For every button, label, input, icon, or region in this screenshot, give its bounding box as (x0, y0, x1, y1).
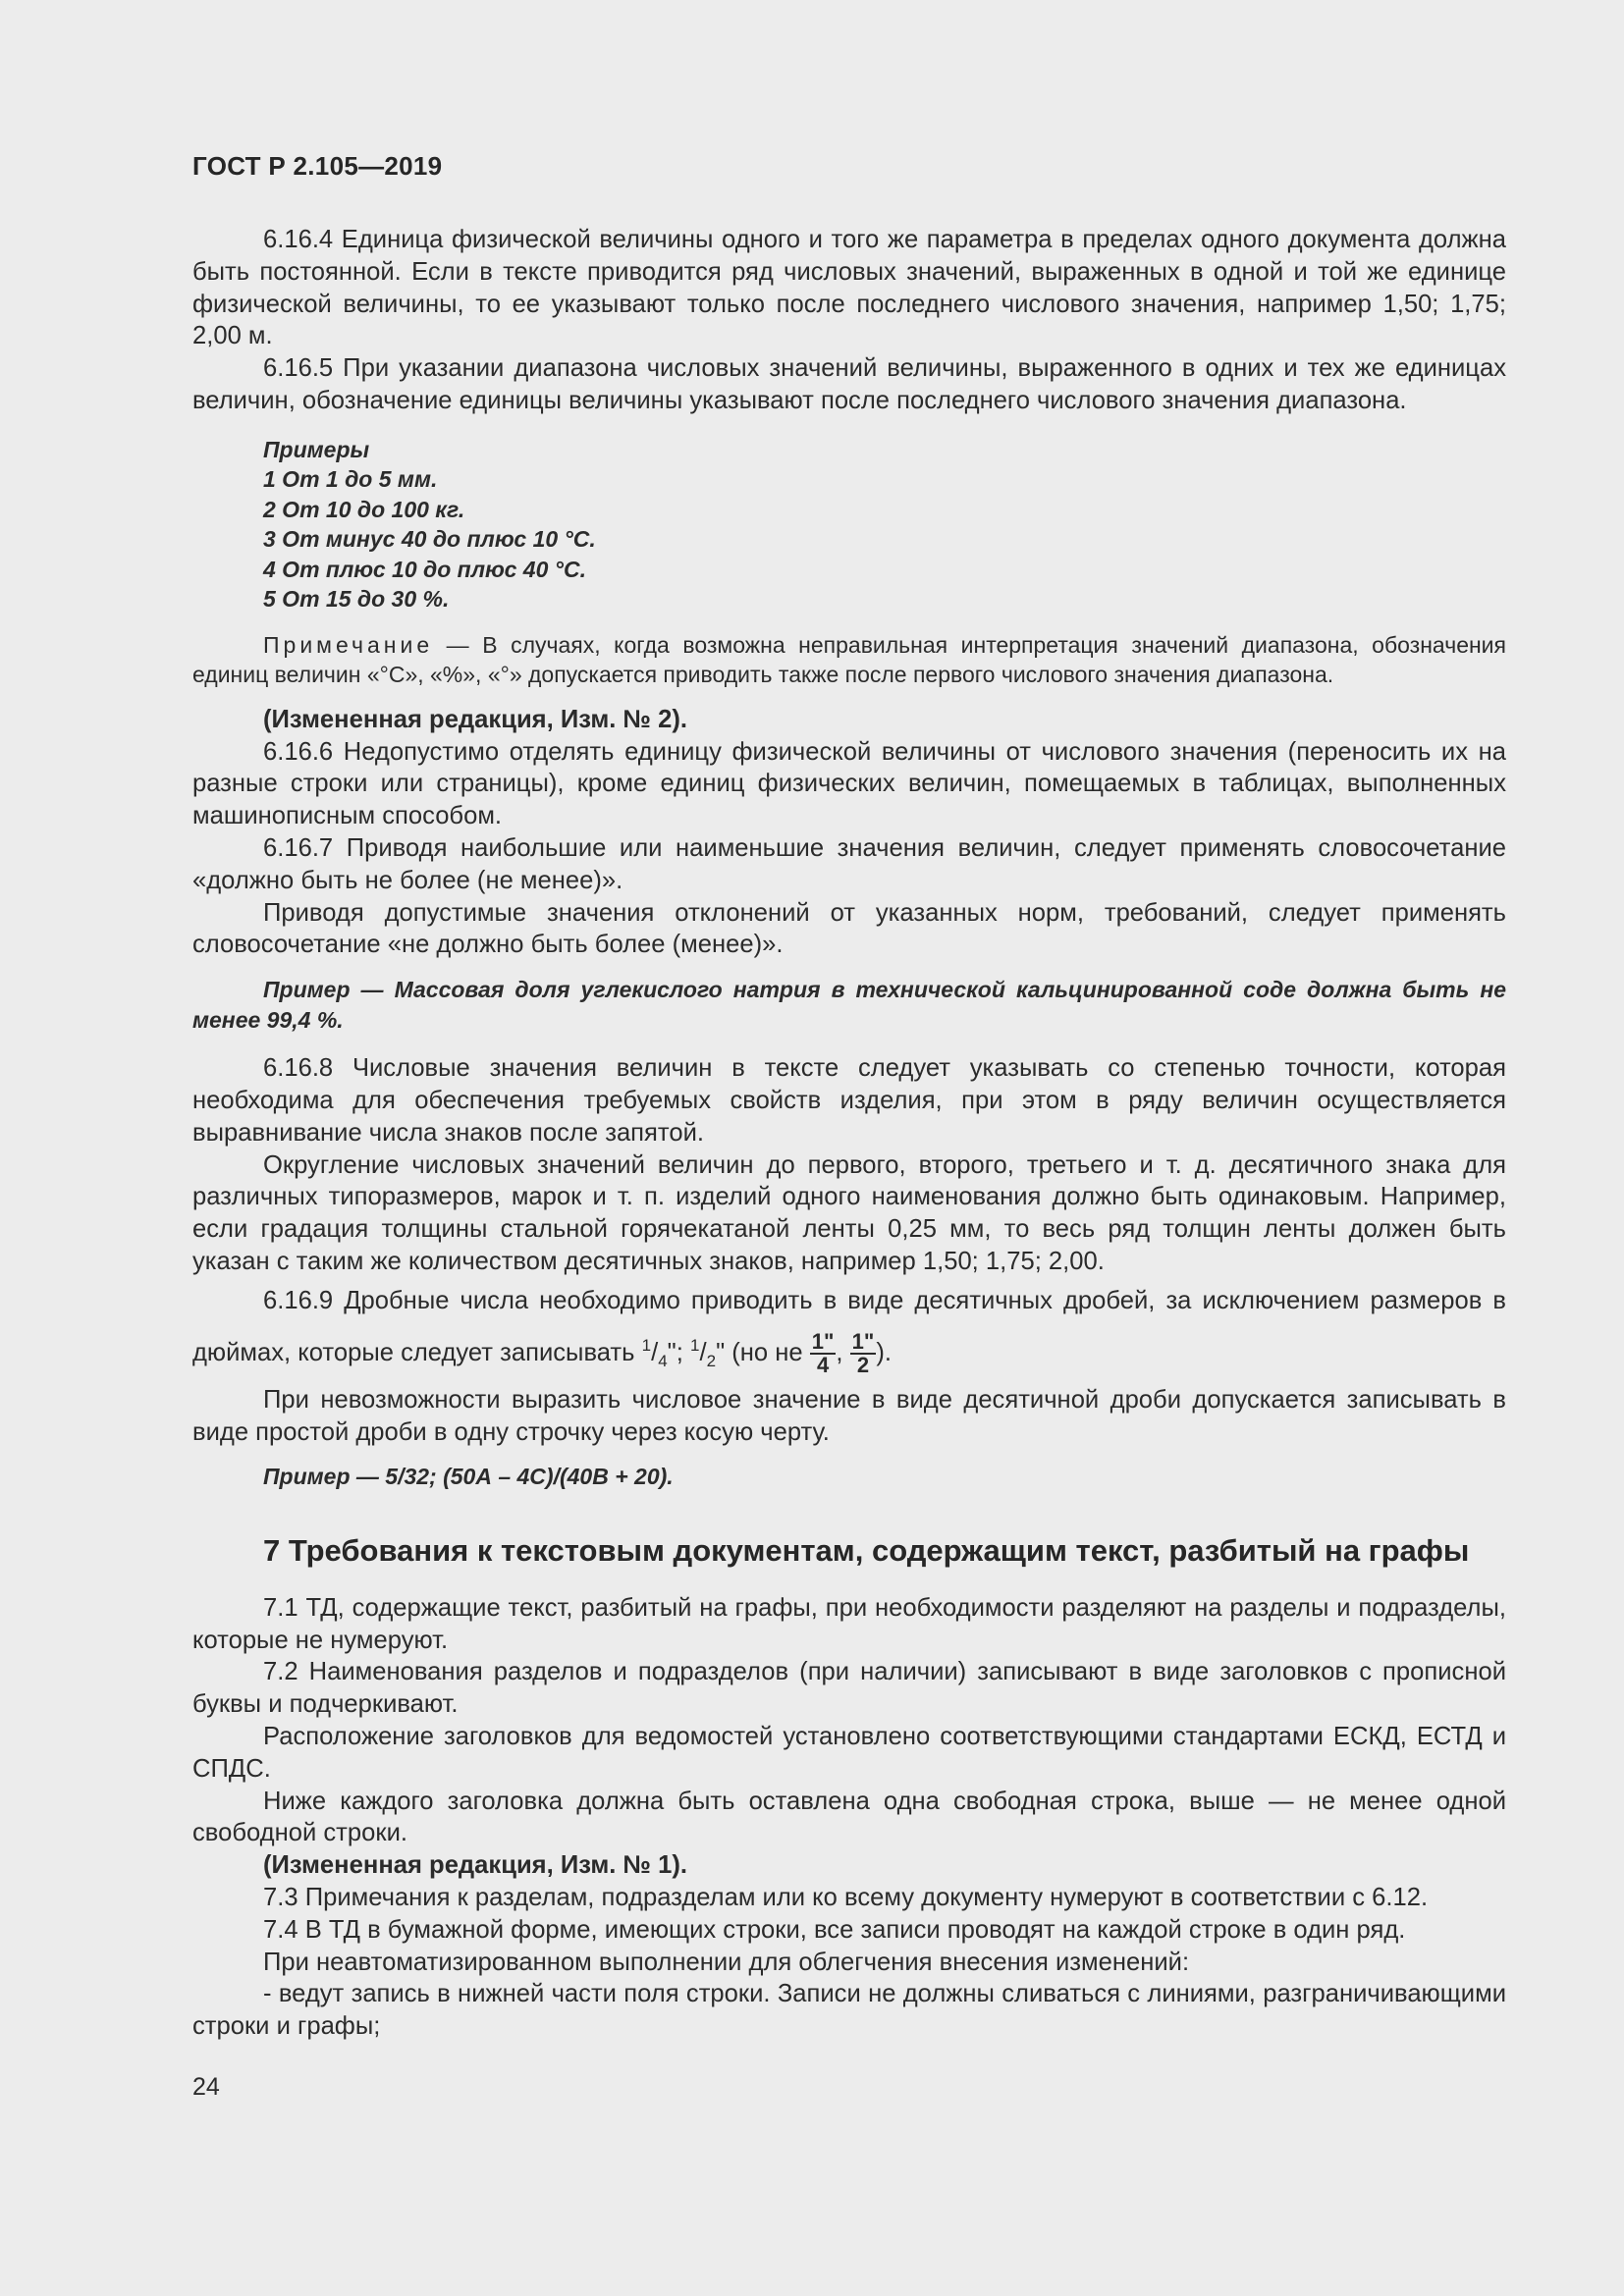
paragraph-6-16-8: 6.16.8 Числовые значения величин в тексте следует указывать со степенью точности, которая необходима для обеспечения требуемых свойств изделия, при этом в ряду величин осуществляется выравнивание числа знаков после запятой. (192, 1054, 1506, 1147)
example-item: 5 От 15 до 30 %. (263, 586, 450, 613)
amendment-1: (Измененная редакция, Изм. № 1). (263, 1851, 687, 1880)
example-item: 1 От 1 до 5 мм. (263, 466, 438, 493)
example-fraction: Пример — 5/32; (50А – 4С)/(40В + 20). (263, 1464, 674, 1490)
but-not-text: (но не (725, 1338, 810, 1366)
paragraph-6-16-4: 6.16.4 Единица физической величины одного и того же параметра в пределах одного документа должна быть постоянной. Если в тексте приводится ряд числовых значений, выраженных в одной и той же единице физической величины, то ее указывают только после последнего числового значения, например 1,50; 1,75; 2,00 м. (192, 226, 1506, 350)
stacked-fraction-numerator: 1" (851, 1328, 875, 1354)
comma: , (836, 1338, 843, 1366)
inch-mark: " (667, 1338, 677, 1366)
examples-title: Примеры (263, 436, 370, 462)
document-header: ГОСТ Р 2.105—2019 (192, 151, 443, 181)
paragraph-7-2: 7.2 Наименования разделов и подразделов (при наличии) записывают в виде заголовков с прописной буквы и подчеркивают. (192, 1658, 1506, 1719)
inch-mark: " (716, 1338, 726, 1366)
example-item: 2 От 10 до 100 кг. (263, 496, 465, 522)
paragraph-6-16-7b: Приводя допустимые значения отклонений от указанных норм, требований, следует применять словосочетание «не должно быть более (менее)». (192, 898, 1506, 959)
paragraph-7-4c: - ведут запись в нижней части поля строки. Записи не должны сливаться с линиями, разграничивающими строки и графы; (192, 1980, 1506, 2041)
paragraph-7-3: 7.3 Примечания к разделам, подразделам или ко всему документу нумеруют в соответствии с 6.12. (263, 1884, 1429, 1911)
note-label: Примечание (263, 631, 434, 658)
paragraph-7-4b: При неавтоматизированном выполнении для облегчения внесения изменений: (263, 1948, 1190, 1976)
stacked-fraction-denominator: 4 (816, 1352, 830, 1377)
paragraph-6-16-6: 6.16.6 Недопустимо отделять единицу физической величины от числового значения (переносить их на разные строки или страницы), кроме единиц физических величин, помещаемых в таблицах, выполненных машинописным способом. (192, 737, 1506, 830)
stacked-fraction (810, 1328, 837, 1377)
amendment-2: (Измененная редакция, Изм. № 2). (263, 705, 687, 733)
examples-block (192, 435, 1506, 614)
note-paragraph (192, 630, 1506, 690)
page-number: 24 (192, 2073, 220, 2101)
fraction-numerator: 1 (641, 1335, 652, 1355)
paragraph-6-16-5: 6.16.5 При указании диапазона числовых значений величины, выраженного в одних и тех же единицах величин, обозначение единицы величины указывают после последнего числового значения диапазона. (192, 354, 1506, 414)
note-text: — В случаях, когда возможна неправильная интерпретация значений диапазона, обозначения единиц величин «°С», «%», «°» допускается приводить также после первого числового значения диапазона. (192, 631, 1506, 688)
closing-paren: ). (876, 1338, 892, 1366)
example-soda: Пример — Массовая доля углекислого натрия в технической кальцинированной соде должна быть не менее 99,4 %. (192, 977, 1506, 1033)
paragraph-7-2b: Расположение заголовков для ведомостей установлено соответствующими стандартами ЕСКД, ЕСТД и СПДС. (192, 1723, 1506, 1783)
fraction-numerator: 1 (690, 1335, 700, 1355)
paragraph-6-16-8b: Округление числовых значений величин до первого, второго, третьего и т. д. десятичного знака для различных типоразмеров, марок и т. п. изделий одного наименования должно быть одинаковым. Например, если градация толщины стальной горячекатаной ленты 0,25 мм, то весь ряд толщин ленты должен быть указан с таким же количеством десятичных знаков, например 1,50; 1,75; 2,00. (192, 1150, 1506, 1275)
paragraph-7-1: 7.1 ТД, содержащие текст, разбитый на графы, при необходимости разделяют на разделы и подразделы, которые не нумеруют. (192, 1593, 1506, 1654)
section-7-title: 7 Требования к текстовым документам, содержащим текст, разбитый на графы (263, 1532, 1470, 1568)
stacked-fraction-denominator: 2 (856, 1352, 870, 1377)
fraction-denominator: 4 (658, 1351, 668, 1370)
example-item: 4 От плюс 10 до плюс 40 °C. (263, 556, 586, 582)
fraction-denominator: 2 (706, 1351, 717, 1370)
paragraph-7-2c: Ниже каждого заголовка должна быть оставлена одна свободная строка, выше — не менее одной свободной строки. (192, 1787, 1506, 1847)
example-item: 3 От минус 40 до плюс 10 °C. (263, 526, 596, 553)
separator: ; (676, 1338, 690, 1366)
paragraph-6-16-9: 6.16.9 Дробные числа необходимо приводить в виде десятичных дробей, за исключением размеров в дюймах, которые следует записывать $^1/_4$"; $^1/_2$" (но не $\frac{1"}{4}$ , $\frac{1"}{2}$ ). (192, 1286, 1506, 1377)
paragraph-7-4: 7.4 В ТД в бумажной форме, имеющих строки, все записи проводят на каждой строке в один ряд. (263, 1915, 1406, 1944)
stacked-fraction-numerator: 1" (811, 1328, 835, 1354)
paragraph-6-16-9-text: 6.16.9 Дробные числа необходимо приводить в виде десятичных дробей, за исключением размеров в дюймах, которые следует записывать (192, 1286, 1506, 1366)
paragraph-6-16-7: 6.16.7 Приводя наибольшие или наименьшие значения величин, следует применять словосочетание «должно быть не более (не менее)». (192, 833, 1506, 894)
document-body (192, 224, 1506, 2043)
paragraph-6-16-9b: При невозможности выразить числовое значение в виде десятичной дроби допускается записывать в виде простой дроби в одну строчку через косую черту. (192, 1385, 1506, 1446)
stacked-fraction (850, 1328, 877, 1377)
